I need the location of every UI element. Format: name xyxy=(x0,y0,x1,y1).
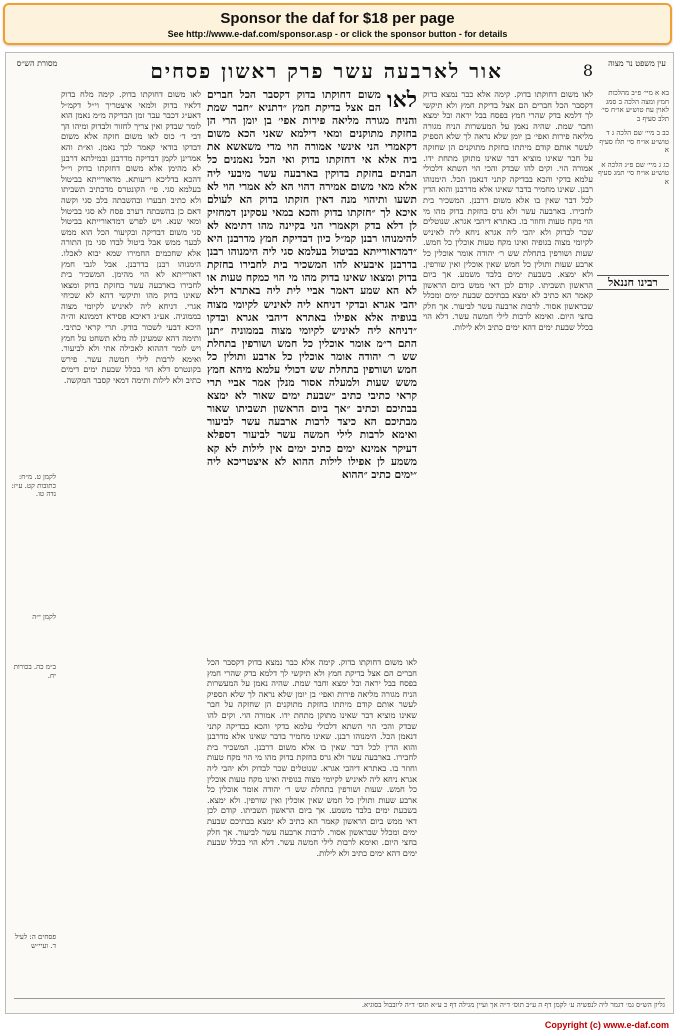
ein-mishpat-note: כב ב מיי׳ שם הלכה ג ד טוש״ע או״ח סי׳ תלז סעיף א xyxy=(599,129,669,154)
rabbenu-chananel-heading: רבינו חננאל xyxy=(597,275,669,290)
page-number: 8 xyxy=(582,61,593,80)
gilyon-hashas: גליון הש״ס גמ׳ דגמר ליה לנפשיה ע׳ לקמן דף ה ע״ב תוס׳ ד״ה אך ועיין מגילה דף כ ע״א תוס׳ ד״ה ליובבול בסוגיא. xyxy=(14,998,665,1009)
sponsor-banner[interactable] xyxy=(3,3,672,45)
gemara-body: משום דחוקתו בדוק דקסבר הכל חברים הם אצל בדיקת חמץ ״דתניא ״חבר שמת והניח מגורה מליאה פירות אפי׳ בן יומן הרי הן בחזקת מתוקנים ומאי דילמא שאני הכא משום דקאמרי הני אינשי אמורה הוי מדי משאשא את ביה אלא אי דחזקתו בדוק ואי הכל נאמנים כל הבתים בחזקת בדוקין בארבעה עשר מיבעי ליה אלא מאי משום אמירה דהוי הא לא אמרי הוי לא תשעו ותיהוי מנה דאין חזקתו בדוק הא לעולם איכא לך ״חזקתו בדוק והכא במאי עסקינן דמחזיק לן דלא בדק וקאמרי הני בקיינה מהו דתימא לא להימנוהו רבנן קמ״ל כיון דבדיקת חמץ מדרבנן היא ״דמדאורייתא בביטול בעלמא סגי ליה הימנוהו רבנן בדרבנן איבעיא להו המשכיר בית לחבירו בחזקת בדוק ומצאו שאינו בדוק מהו מי הוי כמקח טעות או לא הא שמע דאמר אביי לית ליה באתרא דלא יהבי אגרא ובדקי דניחא ליה לאיניש לקיומי מצוה בגופיה אלא אפילו באתרא דיהבי אגרא ובדקו ״דניחא ליה לאיניש לקיומי מצוה בממוניה ״תנן התם ר״מ אומר אוכלין כל חמש ושורפין בתחלת שש ר׳ יהודה אומר אוכלין כל ארבע ותולין כל חמש ושורפין בתחלת שש דכולי עלמא מיהא חמץ משש שעות ולמעלה אסור מנלן אמר אביי תרי קראי כתיבי כתיב ״שבעת ימים שאור לא ימצא בבתיכם וכתיב ״אך ביום הראשון תשביתו שאור מבתיכם הא כיצד לרבות ארבעה עשר לביעור ואימא לרבות לילי חמשה עשר לביעור דספלא דעיקר אמינא ימים כתיב ימים אין לילות לא קא משמע לן אפילו לילות ההוא לא איצטריכא ליה ״ימים כתיב ״ההוא xyxy=(207,89,417,481)
mesoret-note: פסחים ה: לעיל ד. ועיי״ש xyxy=(14,933,56,950)
mesoret-note: ב״מ כה. בכורות יח. xyxy=(13,663,56,680)
copyright-notice[interactable]: Copyright (c) www.e-daf.com xyxy=(544,1020,669,1030)
gemara-lead-word: לאו xyxy=(386,89,417,113)
ein-mishpat-notes xyxy=(597,89,669,269)
rashi-continuation xyxy=(207,657,417,987)
ein-mishpat-label: עין משפט נר מצוה xyxy=(608,59,666,68)
rashi-column xyxy=(423,89,593,889)
page-header xyxy=(6,59,673,85)
ein-mishpat-note: בא א מיי׳ פ״ב מהלכות חמץ ומצה הלכה ב סמג לאוין עח טוש״ע או״ח סי׳ תלב סעיף ב xyxy=(601,89,669,123)
mesoret-note: לקמן ט. מ״ח: כתובות קט. ע״ז: נדה טו. xyxy=(11,473,56,498)
sponsor-title[interactable]: Sponsor the daf for $18 per page xyxy=(220,10,455,27)
mesoret-note: לקמן י״ה xyxy=(32,613,56,621)
gemara-text xyxy=(207,89,417,649)
mesoret-label: מסורת הש״ס xyxy=(16,59,58,68)
ein-mishpat-note: כג ג מיי׳ שם פ״ג הלכה א טוש״ע או״ח סי׳ תמג סעיף א xyxy=(598,160,669,186)
tosafot-text: לאו משום דחוקתו בדוק. קימה מלח בדוק דלאיו בדוק ולמאי איצטריך וי״ל דקמ״ל דאע״ג דכבר עבר זמן הבדיקה מ״מ נאמן הוא לומר שבדק ואין צריך לחזור ולבדוק ומיהו הך דבי ד׳ כוס לאו משום חזקה אלא משום דבדקו בודאי קאמר לכך נאמן. וא״ת והא אמרינן לקמן דבדיקה מדרבנן ובמילתא דרבנן לא מהימן אלא משום דחזקתו בדוק וי״ל דהכא בדליכא ריעותא. מדאורייתא בביטול בעלמא סגי. פי׳ הקונטרס מדכתיב תשביתו ולא כתיב תבערו ובהשבתה בלב סגי וקשה דאם כן בהשבתה דערב פסח לא סגי בביטול ומאי שנא. ויש לפרש דמדאורייתא בביטול סגי משום דבדיקה ובקיעור הכל הוא ממש לבער ממש אבל ביטול לבדו סגי מן התורה אלא שחכמים החמירו שמא יבוא לאכלו. הימנוהו רבנן בדרבנן. אבל לגבי חמץ דאורייתא לא הוי מהימן. המשכיר בית לחבירו בארבעה עשר בחזקת בדוק ומצאו שאינו בדוק מהו ותיקשי דהא לא שכיחי אגרי. דניחא ליה לאיניש לקיומי מצוה בממוניה. אע״ג דאיכא פסידא דממונא וה״ה היכא דבעי לשכור בודק. תרי קראי כתיבי. ותימה דהא שמעינן לה מלא תשחט על חמץ ויש לומר דההוא לאכילה אתי ולא לביעור. ואימא לרבות לילי חמשה עשר. פירש בקונטרס דלא הוי בכלל שבעת ימים דימים כתיב ולא לילות ותימה דמאי קסבר המקשה. xyxy=(61,89,201,386)
sponsor-subtitle[interactable]: See http://www.e-daf.com/sponsor.asp - or click the sponsor button - for details xyxy=(167,29,508,39)
tosafot-column xyxy=(61,89,201,889)
page-title: אור לארבעה עשר פרק ראשון פסחים xyxy=(150,59,503,83)
rashi-text: לאו משום דחוקתו בדוק. קימה אלא כבר נמצא בדוק דקסבר הכל חברים הם אצל בדיקת חמץ ולא תיקשי לך דלמא בדק שהרי חמץ בפסח בבל יראה ובל ימצא וחבר שמת. שהיה נאמן על המעשרות הניח מגורה מליאה פירות ואפי׳ בן יומן שלא נראה לך שלא הספיק לעשר אותם קודם מיתתו בחזקת מתוקנים הן שחזקה על חבר שאינו מוציא דבר שאינו מתוקן מתחת ידו. אמורה הוי. וקים להו שבדק והכי הוי השתא דלכולי עלמא בדקי והכא בבדיקה קתני דנאמן הכל. הימנוהו רבנן. שאינו מחמיר בדבר שאינו אלא מדרבנן והוא הדין לכל דבר שאין בו אלא משום דרבנן. המשכיר בית לחבירו. בארבעה עשר ולא גרס בחזקת בדוק מהו מי הוי מקח טעות וחוזר בו. באתרא דיהבי אגרא. שנוטלים שכר לבדוק ולא יהבי ליה אגרא ניחא ליה לאיניש לקיומי מצוה בגופיה ואינו מקח טעות אוכלין כל חמש. שעות ושורפין בתחלת שש ר׳ יהודה אומר אוכלין כל ארבע שעות ותולין כל חמש שאין אוכלין ואין שורפין. ולא ימצא. בשבעת ימים בלבד משמע. אך ביום הראשון תשביתו. קודם לכן דאי ממש ביום הראשון קאמר הא כתיב לא ימצא בבתיכם שבעת ימים ומכלל שבראשון אסור. לרבות ארבעה עשר לביעור. אך חלק בחצי היום. ואימא לרבות לילי חמשה עשר. דלא הוי בכלל שבעת ימים דהא ימים כתיב ולא לילות. xyxy=(423,89,593,333)
rashi-text: לאו משום דחוקתו בדוק. קימה אלא כבר נמצא בדוק דקסבר הכל חברים הם אצל בדיקת חמץ ולא תיקשי לך דלמא בדק שהרי חמץ בפסח בבל יראה ובל ימצא וחבר שמת. שהיה נאמן על המעשרות הניח מגורה מליאה פירות ואפי׳ בן יומן שלא נראה לך שלא הספיק לעשר אותם קודם מיתתו בחזקת מתוקנים הן שחזקה על חבר שאינו מוציא דבר שאינו מתוקן מתחת ידו. אמורה הוי. וקים להו שבדק והכי הוי השתא דלכולי עלמא בדקי והכא בבדיקה קתני דנאמן הכל. הימנוהו רבנן. שאינו מחמיר בדבר שאינו אלא מדרבנן והוא הדין לכל דבר שאין בו אלא משום דרבנן. המשכיר בית לחבירו. בארבעה עשר ולא גרס בחזקת בדוק מהו מי הוי מקח טעות וחוזר בו. באתרא דיהבי אגרא. שנוטלים שכר לבדוק ולא יהבי ליה אגרא ניחא ליה לאיניש לקיומי מצוה בגופיה ואינו מקח טעות אוכלין כל חמש. שעות ושורפין בתחלת שש ר׳ יהודה אומר אוכלין כל ארבע שעות ותולין כל חמש שאין אוכלין ואין שורפין. ולא ימצא. בשבעת ימים בלבד משמע. אך ביום הראשון תשביתו. קודם לכן דאי ממש ביום הראשון קאמר הא כתיב לא ימצא בבתיכם שבעת ימים ומכלל שבראשון אסור. לרבות ארבעה עשר לביעור. אך חלק בחצי היום. ואימא לרבות לילי חמשה עשר. דלא הוי בכלל שבעת ימים דהא ימים כתיב ולא לילות. xyxy=(207,657,417,858)
daf-page xyxy=(5,52,674,1014)
